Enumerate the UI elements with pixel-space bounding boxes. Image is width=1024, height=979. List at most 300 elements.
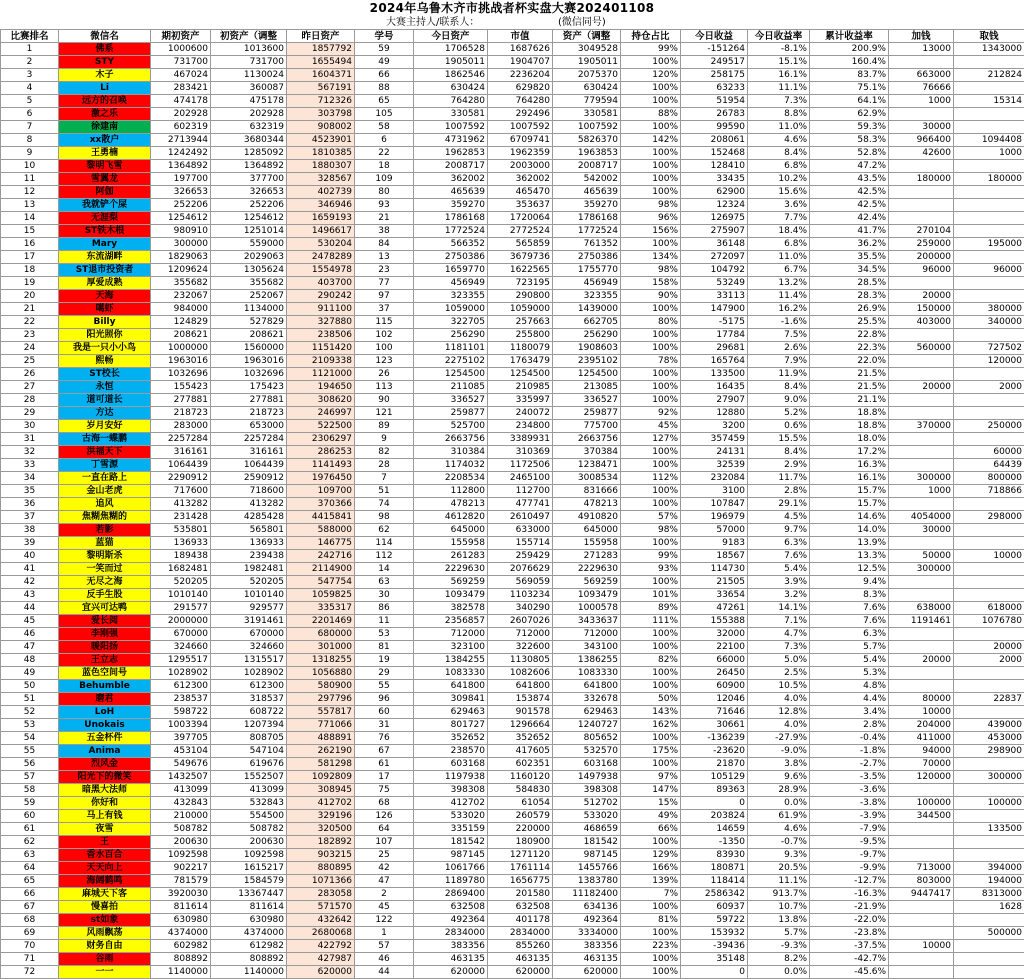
today-assets-cell[interactable]: 525700 xyxy=(414,420,488,433)
withdraw-cell[interactable]: 800000 xyxy=(954,472,1024,485)
adjusted-initial-cell[interactable]: 2029063 xyxy=(211,251,287,264)
today-gain-rate-cell[interactable]: 4.7% xyxy=(748,628,810,641)
initial-assets-cell[interactable]: 1032696 xyxy=(151,368,211,381)
cumulative-rate-cell[interactable]: 22.0% xyxy=(810,355,889,368)
adjusted-assets-cell[interactable]: 805652 xyxy=(553,732,621,745)
student-id-cell[interactable]: 31 xyxy=(355,719,414,732)
adjusted-assets-cell[interactable]: 2395102 xyxy=(553,355,621,368)
student-id-cell[interactable]: 2 xyxy=(355,888,414,901)
market-value-cell[interactable]: 1180079 xyxy=(488,342,553,355)
adjusted-initial-cell[interactable]: 277881 xyxy=(211,394,287,407)
rank-cell[interactable]: 8 xyxy=(1,134,59,147)
today-gain-rate-cell[interactable]: 7.7% xyxy=(748,212,810,225)
name-cell[interactable]: 若影 xyxy=(59,524,151,537)
position-ratio-cell[interactable]: 89% xyxy=(621,602,681,615)
today-gain-rate-cell[interactable]: 9.3% xyxy=(748,849,810,862)
yesterday-assets-cell[interactable]: 303798 xyxy=(287,108,355,121)
market-value-cell[interactable]: 180900 xyxy=(488,836,553,849)
deposit-cell[interactable] xyxy=(889,56,954,69)
cumulative-rate-cell[interactable]: 21.5% xyxy=(810,368,889,381)
today-gain-cell[interactable]: 60937 xyxy=(681,901,748,914)
rank-cell[interactable]: 34 xyxy=(1,472,59,485)
student-id-cell[interactable]: 75 xyxy=(355,784,414,797)
cumulative-rate-cell[interactable]: 15.7% xyxy=(810,498,889,511)
today-assets-cell[interactable]: 1786168 xyxy=(414,212,488,225)
today-assets-cell[interactable]: 801727 xyxy=(414,719,488,732)
adjusted-assets-cell[interactable]: 1093479 xyxy=(553,589,621,602)
rank-cell[interactable]: 9 xyxy=(1,147,59,160)
adjusted-initial-cell[interactable]: 136933 xyxy=(211,537,287,550)
name-cell[interactable]: 远方的召唤 xyxy=(59,95,151,108)
today-gain-rate-cell[interactable]: 10.5% xyxy=(748,680,810,693)
adjusted-assets-cell[interactable]: 533020 xyxy=(553,810,621,823)
today-gain-cell[interactable]: 104792 xyxy=(681,264,748,277)
adjusted-initial-cell[interactable]: 808705 xyxy=(211,732,287,745)
deposit-cell[interactable]: 663000 xyxy=(889,69,954,82)
name-cell[interactable]: 永恒 xyxy=(59,381,151,394)
student-id-cell[interactable]: 126 xyxy=(355,810,414,823)
today-assets-cell[interactable]: 1254500 xyxy=(414,368,488,381)
table-row[interactable] xyxy=(1,368,1024,381)
adjusted-assets-cell[interactable]: 1383780 xyxy=(553,875,621,888)
cumulative-rate-cell[interactable]: -12.7% xyxy=(810,875,889,888)
initial-assets-cell[interactable]: 1064439 xyxy=(151,459,211,472)
market-value-cell[interactable]: 1254500 xyxy=(488,368,553,381)
table-row[interactable] xyxy=(1,329,1024,342)
rank-cell[interactable]: 5 xyxy=(1,95,59,108)
withdraw-cell[interactable]: 453000 xyxy=(954,732,1024,745)
deposit-cell[interactable]: 20000 xyxy=(889,290,954,303)
today-gain-rate-cell[interactable]: -1.6% xyxy=(748,316,810,329)
initial-assets-cell[interactable]: 355682 xyxy=(151,277,211,290)
name-cell[interactable]: Behumble xyxy=(59,680,151,693)
today-gain-rate-cell[interactable]: 913.7% xyxy=(748,888,810,901)
student-id-cell[interactable]: 30 xyxy=(355,589,414,602)
name-cell[interactable]: 阳光照你 xyxy=(59,329,151,342)
withdraw-cell[interactable] xyxy=(954,966,1024,979)
name-cell[interactable]: 焦糊焦糊的 xyxy=(59,511,151,524)
adjusted-initial-cell[interactable]: 355682 xyxy=(211,277,287,290)
deposit-cell[interactable]: 10000 xyxy=(889,706,954,719)
position-ratio-cell[interactable]: 100% xyxy=(621,368,681,381)
table-row[interactable] xyxy=(1,914,1024,927)
today-assets-cell[interactable]: 764280 xyxy=(414,95,488,108)
student-id-cell[interactable]: 62 xyxy=(355,524,414,537)
today-gain-rate-cell[interactable]: 16.2% xyxy=(748,303,810,316)
adjusted-assets-cell[interactable]: 181542 xyxy=(553,836,621,849)
initial-assets-cell[interactable]: 4374000 xyxy=(151,927,211,940)
name-cell[interactable]: 佛系 xyxy=(59,43,151,56)
adjusted-assets-cell[interactable]: 213085 xyxy=(553,381,621,394)
adjusted-initial-cell[interactable]: 1064439 xyxy=(211,459,287,472)
name-cell[interactable]: 香水百合 xyxy=(59,849,151,862)
cumulative-rate-cell[interactable]: 22.8% xyxy=(810,329,889,342)
deposit-cell[interactable] xyxy=(889,537,954,550)
today-gain-rate-cell[interactable]: 2.8% xyxy=(748,485,810,498)
adjusted-initial-cell[interactable]: 4285428 xyxy=(211,511,287,524)
market-value-cell[interactable]: 1271120 xyxy=(488,849,553,862)
today-assets-cell[interactable]: 533020 xyxy=(414,810,488,823)
today-gain-cell[interactable]: 32000 xyxy=(681,628,748,641)
withdraw-cell[interactable]: 298900 xyxy=(954,745,1024,758)
today-gain-cell[interactable]: 89363 xyxy=(681,784,748,797)
position-ratio-cell[interactable]: 156% xyxy=(621,225,681,238)
today-assets-cell[interactable]: 309841 xyxy=(414,693,488,706)
withdraw-cell[interactable] xyxy=(954,940,1024,953)
today-assets-cell[interactable]: 2208534 xyxy=(414,472,488,485)
initial-assets-cell[interactable]: 1364892 xyxy=(151,160,211,173)
table-row[interactable] xyxy=(1,602,1024,615)
adjusted-initial-cell[interactable]: 377700 xyxy=(211,173,287,186)
today-assets-cell[interactable]: 2008717 xyxy=(414,160,488,173)
initial-assets-cell[interactable]: 1092598 xyxy=(151,849,211,862)
deposit-cell[interactable]: 713000 xyxy=(889,862,954,875)
today-gain-cell[interactable]: 0 xyxy=(681,966,748,979)
initial-assets-cell[interactable]: 984000 xyxy=(151,303,211,316)
cumulative-rate-cell[interactable]: 12.5% xyxy=(810,563,889,576)
market-value-cell[interactable]: 1962359 xyxy=(488,147,553,160)
rank-cell[interactable]: 27 xyxy=(1,381,59,394)
adjusted-initial-cell[interactable]: 1207394 xyxy=(211,719,287,732)
withdraw-cell[interactable]: 1343000 xyxy=(954,43,1024,56)
today-gain-rate-cell[interactable]: 11.0% xyxy=(748,121,810,134)
withdraw-cell[interactable] xyxy=(954,212,1024,225)
today-gain-rate-cell[interactable]: 7.5% xyxy=(748,329,810,342)
initial-assets-cell[interactable]: 520205 xyxy=(151,576,211,589)
today-gain-cell[interactable]: 203824 xyxy=(681,810,748,823)
withdraw-cell[interactable]: 194000 xyxy=(954,875,1024,888)
rank-cell[interactable]: 39 xyxy=(1,537,59,550)
col-adjusted-assets[interactable]: 资产（调整 xyxy=(553,30,621,43)
today-assets-cell[interactable]: 1384255 xyxy=(414,654,488,667)
student-id-cell[interactable]: 67 xyxy=(355,745,414,758)
name-cell[interactable]: 夜雪 xyxy=(59,823,151,836)
today-gain-cell[interactable]: 32539 xyxy=(681,459,748,472)
yesterday-assets-cell[interactable]: 1059825 xyxy=(287,589,355,602)
yesterday-assets-cell[interactable]: 880895 xyxy=(287,862,355,875)
name-cell[interactable]: 东流湖畔 xyxy=(59,251,151,264)
yesterday-assets-cell[interactable]: 567191 xyxy=(287,82,355,95)
today-gain-cell[interactable]: 99590 xyxy=(681,121,748,134)
position-ratio-cell[interactable]: 134% xyxy=(621,251,681,264)
rank-cell[interactable]: 44 xyxy=(1,602,59,615)
name-cell[interactable]: 风雨飘荡 xyxy=(59,927,151,940)
deposit-cell[interactable]: 120000 xyxy=(889,771,954,784)
today-gain-cell[interactable]: 12880 xyxy=(681,407,748,420)
today-gain-rate-cell[interactable]: 0.0% xyxy=(748,797,810,810)
withdraw-cell[interactable] xyxy=(954,589,1024,602)
market-value-cell[interactable]: 901578 xyxy=(488,706,553,719)
table-row[interactable] xyxy=(1,641,1024,654)
market-value-cell[interactable]: 220000 xyxy=(488,823,553,836)
withdraw-cell[interactable]: 20000 xyxy=(954,641,1024,654)
name-cell[interactable]: 天天向上 xyxy=(59,862,151,875)
rank-cell[interactable]: 26 xyxy=(1,368,59,381)
initial-assets-cell[interactable]: 189438 xyxy=(151,550,211,563)
table-row[interactable] xyxy=(1,667,1024,680)
yesterday-assets-cell[interactable]: 432642 xyxy=(287,914,355,927)
initial-assets-cell[interactable]: 197700 xyxy=(151,173,211,186)
yesterday-assets-cell[interactable]: 194650 xyxy=(287,381,355,394)
cumulative-rate-cell[interactable]: 47.2% xyxy=(810,160,889,173)
market-value-cell[interactable]: 2834000 xyxy=(488,927,553,940)
today-gain-cell[interactable]: 272097 xyxy=(681,251,748,264)
position-ratio-cell[interactable]: 100% xyxy=(621,901,681,914)
table-row[interactable] xyxy=(1,290,1024,303)
deposit-cell[interactable]: 76666 xyxy=(889,82,954,95)
market-value-cell[interactable]: 2003000 xyxy=(488,160,553,173)
adjusted-assets-cell[interactable]: 330581 xyxy=(553,108,621,121)
withdraw-cell[interactable] xyxy=(954,290,1024,303)
withdraw-cell[interactable] xyxy=(954,810,1024,823)
adjusted-assets-cell[interactable]: 3433637 xyxy=(553,615,621,628)
col-today-assets[interactable]: 今日资产 xyxy=(414,30,488,43)
student-id-cell[interactable]: 28 xyxy=(355,459,414,472)
rank-cell[interactable]: 71 xyxy=(1,953,59,966)
market-value-cell[interactable]: 1904707 xyxy=(488,56,553,69)
today-gain-cell[interactable]: 14659 xyxy=(681,823,748,836)
initial-assets-cell[interactable]: 549676 xyxy=(151,758,211,771)
yesterday-assets-cell[interactable]: 412702 xyxy=(287,797,355,810)
name-cell[interactable]: ST校长 xyxy=(59,368,151,381)
name-cell[interactable]: 财务自由 xyxy=(59,940,151,953)
adjusted-initial-cell[interactable]: 811614 xyxy=(211,901,287,914)
table-row[interactable] xyxy=(1,550,1024,563)
today-assets-cell[interactable]: 620000 xyxy=(414,966,488,979)
position-ratio-cell[interactable]: 100% xyxy=(621,641,681,654)
today-assets-cell[interactable]: 645000 xyxy=(414,524,488,537)
adjusted-assets-cell[interactable]: 512702 xyxy=(553,797,621,810)
deposit-cell[interactable] xyxy=(889,927,954,940)
name-cell[interactable]: 王立志 xyxy=(59,654,151,667)
table-row[interactable] xyxy=(1,108,1024,121)
today-gain-rate-cell[interactable]: 16.1% xyxy=(748,69,810,82)
yesterday-assets-cell[interactable]: 771066 xyxy=(287,719,355,732)
student-id-cell[interactable]: 93 xyxy=(355,199,414,212)
adjusted-assets-cell[interactable]: 3008534 xyxy=(553,472,621,485)
adjusted-assets-cell[interactable]: 2229630 xyxy=(553,563,621,576)
deposit-cell[interactable] xyxy=(889,355,954,368)
deposit-cell[interactable] xyxy=(889,849,954,862)
table-row[interactable] xyxy=(1,563,1024,576)
today-assets-cell[interactable]: 465639 xyxy=(414,186,488,199)
market-value-cell[interactable]: 417605 xyxy=(488,745,553,758)
today-gain-cell[interactable]: 357459 xyxy=(681,433,748,446)
name-cell[interactable]: 王勇楠 xyxy=(59,147,151,160)
student-id-cell[interactable]: 107 xyxy=(355,836,414,849)
deposit-cell[interactable]: 803000 xyxy=(889,875,954,888)
market-value-cell[interactable]: 3389931 xyxy=(488,433,553,446)
position-ratio-cell[interactable]: 111% xyxy=(621,615,681,628)
col-position-ratio[interactable]: 持仓占比 xyxy=(621,30,681,43)
deposit-cell[interactable] xyxy=(889,394,954,407)
market-value-cell[interactable]: 1130805 xyxy=(488,654,553,667)
student-id-cell[interactable]: 81 xyxy=(355,641,414,654)
rank-cell[interactable]: 30 xyxy=(1,420,59,433)
deposit-cell[interactable]: 300000 xyxy=(889,563,954,576)
today-gain-rate-cell[interactable]: 29.1% xyxy=(748,498,810,511)
yesterday-assets-cell[interactable]: 1976450 xyxy=(287,472,355,485)
adjusted-assets-cell[interactable]: 542002 xyxy=(553,173,621,186)
yesterday-assets-cell[interactable]: 335317 xyxy=(287,602,355,615)
market-value-cell[interactable]: 1761114 xyxy=(488,862,553,875)
yesterday-assets-cell[interactable]: 2201469 xyxy=(287,615,355,628)
student-id-cell[interactable]: 51 xyxy=(355,485,414,498)
cumulative-rate-cell[interactable]: 59.3% xyxy=(810,121,889,134)
withdraw-cell[interactable] xyxy=(954,537,1024,550)
cumulative-rate-cell[interactable]: 5.4% xyxy=(810,654,889,667)
today-gain-cell[interactable]: 29681 xyxy=(681,342,748,355)
rank-cell[interactable]: 3 xyxy=(1,69,59,82)
table-row[interactable] xyxy=(1,589,1024,602)
name-cell[interactable]: 反手生股 xyxy=(59,589,151,602)
cumulative-rate-cell[interactable]: 17.2% xyxy=(810,446,889,459)
table-row[interactable] xyxy=(1,719,1024,732)
table-row[interactable] xyxy=(1,251,1024,264)
today-assets-cell[interactable]: 261283 xyxy=(414,550,488,563)
table-row[interactable] xyxy=(1,264,1024,277)
today-gain-cell[interactable]: 114730 xyxy=(681,563,748,576)
today-assets-cell[interactable]: 492364 xyxy=(414,914,488,927)
adjusted-assets-cell[interactable]: 155958 xyxy=(553,537,621,550)
today-gain-cell[interactable]: 57000 xyxy=(681,524,748,537)
name-cell[interactable]: 一一 xyxy=(59,966,151,979)
col-rank[interactable]: 比赛排名 xyxy=(1,30,59,43)
adjusted-initial-cell[interactable]: 1130024 xyxy=(211,69,287,82)
today-assets-cell[interactable]: 310384 xyxy=(414,446,488,459)
name-cell[interactable]: 厚爱成熟 xyxy=(59,277,151,290)
cumulative-rate-cell[interactable]: 52.8% xyxy=(810,147,889,160)
table-row[interactable] xyxy=(1,732,1024,745)
name-cell[interactable]: 古海一蝶鹏 xyxy=(59,433,151,446)
rank-cell[interactable]: 66 xyxy=(1,888,59,901)
student-id-cell[interactable]: 55 xyxy=(355,680,414,693)
student-id-cell[interactable]: 63 xyxy=(355,576,414,589)
rank-cell[interactable]: 43 xyxy=(1,589,59,602)
today-gain-cell[interactable]: -151264 xyxy=(681,43,748,56)
today-assets-cell[interactable]: 987145 xyxy=(414,849,488,862)
table-row[interactable] xyxy=(1,238,1024,251)
deposit-cell[interactable]: 30000 xyxy=(889,524,954,537)
deposit-cell[interactable]: 403000 xyxy=(889,316,954,329)
today-gain-rate-cell[interactable]: 13.8% xyxy=(748,914,810,927)
cumulative-rate-cell[interactable]: 8.3% xyxy=(810,589,889,602)
position-ratio-cell[interactable]: 223% xyxy=(621,940,681,953)
student-id-cell[interactable]: 58 xyxy=(355,121,414,134)
col-student-id[interactable]: 学号 xyxy=(355,30,414,43)
rank-cell[interactable]: 69 xyxy=(1,927,59,940)
withdraw-cell[interactable]: 120000 xyxy=(954,355,1024,368)
adjusted-assets-cell[interactable]: 641800 xyxy=(553,680,621,693)
today-assets-cell[interactable]: 630424 xyxy=(414,82,488,95)
market-value-cell[interactable]: 2076629 xyxy=(488,563,553,576)
today-gain-rate-cell[interactable]: 3.9% xyxy=(748,576,810,589)
deposit-cell[interactable]: 13000 xyxy=(889,43,954,56)
student-id-cell[interactable]: 17 xyxy=(355,771,414,784)
table-row[interactable] xyxy=(1,875,1024,888)
yesterday-assets-cell[interactable]: 1141493 xyxy=(287,459,355,472)
withdraw-cell[interactable]: 250000 xyxy=(954,420,1024,433)
student-id-cell[interactable]: 18 xyxy=(355,160,414,173)
deposit-cell[interactable]: 300000 xyxy=(889,472,954,485)
initial-assets-cell[interactable]: 413099 xyxy=(151,784,211,797)
deposit-cell[interactable]: 1000 xyxy=(889,485,954,498)
adjusted-initial-cell[interactable]: 1552507 xyxy=(211,771,287,784)
market-value-cell[interactable]: 1622565 xyxy=(488,264,553,277)
today-gain-cell[interactable]: 208061 xyxy=(681,134,748,147)
deposit-cell[interactable] xyxy=(889,966,954,979)
name-cell[interactable]: 追风 xyxy=(59,498,151,511)
adjusted-initial-cell[interactable]: 1140000 xyxy=(211,966,287,979)
market-value-cell[interactable]: 465470 xyxy=(488,186,553,199)
cumulative-rate-cell[interactable]: -9.5% xyxy=(810,836,889,849)
cumulative-rate-cell[interactable]: -2.7% xyxy=(810,758,889,771)
adjusted-initial-cell[interactable]: 565801 xyxy=(211,524,287,537)
deposit-cell[interactable] xyxy=(889,368,954,381)
yesterday-assets-cell[interactable]: 530204 xyxy=(287,238,355,251)
name-cell[interactable]: 麻城天下客 xyxy=(59,888,151,901)
student-id-cell[interactable]: 113 xyxy=(355,381,414,394)
name-cell[interactable]: STY xyxy=(59,56,151,69)
adjusted-assets-cell[interactable]: 11182400 xyxy=(553,888,621,901)
position-ratio-cell[interactable]: 100% xyxy=(621,459,681,472)
adjusted-assets-cell[interactable]: 370384 xyxy=(553,446,621,459)
today-gain-cell[interactable]: 47261 xyxy=(681,602,748,615)
rank-cell[interactable]: 16 xyxy=(1,238,59,251)
market-value-cell[interactable]: 153874 xyxy=(488,693,553,706)
today-gain-cell[interactable]: 105129 xyxy=(681,771,748,784)
withdraw-cell[interactable] xyxy=(954,628,1024,641)
withdraw-cell[interactable] xyxy=(954,953,1024,966)
adjusted-initial-cell[interactable]: 1013600 xyxy=(211,43,287,56)
market-value-cell[interactable]: 712000 xyxy=(488,628,553,641)
adjusted-assets-cell[interactable]: 1254500 xyxy=(553,368,621,381)
yesterday-assets-cell[interactable]: 2478289 xyxy=(287,251,355,264)
deposit-cell[interactable]: 100000 xyxy=(889,797,954,810)
student-id-cell[interactable]: 74 xyxy=(355,498,414,511)
deposit-cell[interactable]: 638000 xyxy=(889,602,954,615)
today-gain-rate-cell[interactable]: 28.9% xyxy=(748,784,810,797)
withdraw-cell[interactable] xyxy=(954,433,1024,446)
withdraw-cell[interactable] xyxy=(954,108,1024,121)
adjusted-initial-cell[interactable]: 554500 xyxy=(211,810,287,823)
withdraw-cell[interactable]: 394000 xyxy=(954,862,1024,875)
today-gain-cell[interactable]: 60900 xyxy=(681,680,748,693)
cumulative-rate-cell[interactable]: 14.0% xyxy=(810,524,889,537)
deposit-cell[interactable]: 9447417 xyxy=(889,888,954,901)
initial-assets-cell[interactable]: 432843 xyxy=(151,797,211,810)
position-ratio-cell[interactable]: 92% xyxy=(621,407,681,420)
rank-cell[interactable]: 54 xyxy=(1,732,59,745)
initial-assets-cell[interactable]: 413282 xyxy=(151,498,211,511)
today-assets-cell[interactable]: 2356857 xyxy=(414,615,488,628)
yesterday-assets-cell[interactable]: 2114900 xyxy=(287,563,355,576)
withdraw-cell[interactable] xyxy=(954,667,1024,680)
adjusted-initial-cell[interactable]: 318537 xyxy=(211,693,287,706)
position-ratio-cell[interactable]: 100% xyxy=(621,95,681,108)
adjusted-assets-cell[interactable]: 1755770 xyxy=(553,264,621,277)
cumulative-rate-cell[interactable]: 200.9% xyxy=(810,43,889,56)
deposit-cell[interactable]: 200000 xyxy=(889,251,954,264)
today-gain-rate-cell[interactable]: 0.0% xyxy=(748,966,810,979)
market-value-cell[interactable]: 322600 xyxy=(488,641,553,654)
cumulative-rate-cell[interactable]: 13.9% xyxy=(810,537,889,550)
table-row[interactable] xyxy=(1,459,1024,472)
rank-cell[interactable]: 1 xyxy=(1,43,59,56)
student-id-cell[interactable]: 26 xyxy=(355,368,414,381)
position-ratio-cell[interactable]: 112% xyxy=(621,472,681,485)
initial-assets-cell[interactable]: 670000 xyxy=(151,628,211,641)
